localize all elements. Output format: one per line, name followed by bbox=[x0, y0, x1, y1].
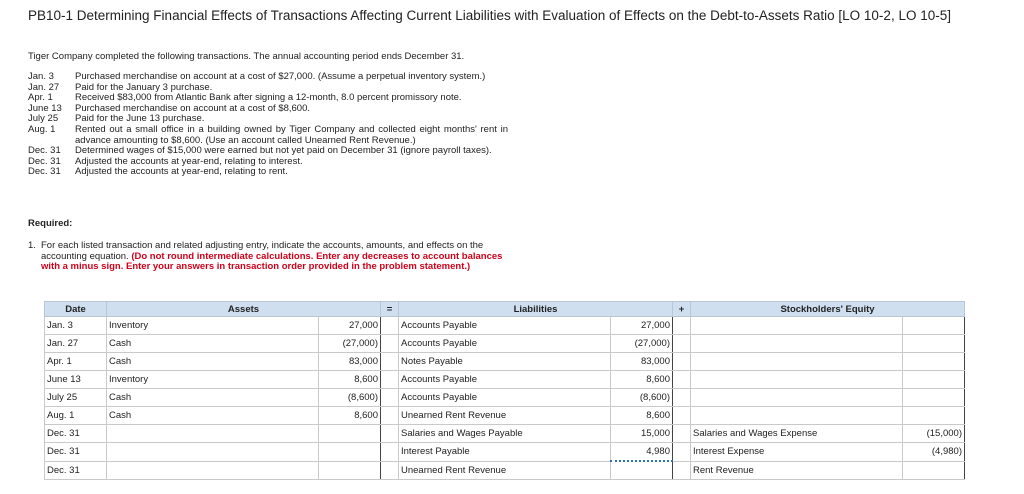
liability-amount-input[interactable]: (27,000) bbox=[611, 335, 673, 353]
txn-date: June 13 bbox=[28, 102, 62, 114]
liability-account-select[interactable]: Notes Payable bbox=[399, 353, 611, 371]
txn-date: Dec. 31 bbox=[28, 155, 61, 167]
liability-amount-input[interactable] bbox=[611, 461, 673, 480]
asset-account-select[interactable]: Cash bbox=[107, 335, 319, 353]
asset-amount-input[interactable] bbox=[319, 443, 381, 462]
row-date: June 13 bbox=[45, 371, 107, 389]
table-header-row bbox=[45, 302, 965, 317]
equity-account-select[interactable] bbox=[691, 371, 903, 389]
liability-account-select[interactable]: Accounts Payable bbox=[399, 389, 611, 407]
asset-account-select[interactable] bbox=[107, 461, 319, 480]
txn-date: Aug. 1 bbox=[28, 123, 56, 135]
asset-account-select[interactable]: Inventory bbox=[107, 317, 319, 335]
equity-amount-input[interactable]: (4,980) bbox=[903, 443, 965, 462]
txn-date: Dec. 31 bbox=[28, 166, 61, 178]
required-heading: Required: bbox=[28, 218, 73, 229]
txn-text: Adjusted the accounts at year-end, relating to interest. bbox=[75, 155, 303, 167]
equity-account-select[interactable] bbox=[691, 389, 903, 407]
header-equity: Stockholders' Equity bbox=[691, 302, 965, 317]
header-liabilities: Liabilities bbox=[399, 302, 673, 317]
txn-date: July 25 bbox=[28, 113, 59, 125]
equity-amount-input[interactable] bbox=[903, 389, 965, 407]
equity-amount-input[interactable] bbox=[903, 461, 965, 480]
list-item bbox=[28, 125, 508, 146]
question bbox=[28, 241, 508, 273]
asset-account-select[interactable]: Cash bbox=[107, 389, 319, 407]
list-item bbox=[28, 72, 508, 83]
txn-text: Received $83,000 from Atlantic Bank after signing a 12-month, 8.0 percent promissory note. bbox=[75, 92, 462, 104]
row-date: Dec. 31 bbox=[45, 461, 107, 480]
liability-account-select[interactable]: Accounts Payable bbox=[399, 335, 611, 353]
table-row bbox=[45, 353, 965, 371]
asset-account-select[interactable]: Cash bbox=[107, 353, 319, 371]
asset-account-select[interactable] bbox=[107, 425, 319, 443]
txn-text: Determined wages of $15,000 were earned but not yet paid on December 31 (ignore payroll taxes). bbox=[75, 145, 492, 157]
txn-text: Paid for the January 3 purchase. bbox=[75, 81, 213, 93]
page-title: PB10-1 Determining Financial Effects of Transactions Affecting Current Liabilities with Evaluation of Effects on the Debt-to-Assets Ratio [LO 10-2, LO 10-5] bbox=[28, 8, 951, 23]
equity-account-select[interactable]: Salaries and Wages Expense bbox=[691, 425, 903, 443]
txn-date: Jan. 27 bbox=[28, 81, 60, 93]
liability-account-select[interactable]: Accounts Payable bbox=[399, 371, 611, 389]
header-assets: Assets bbox=[107, 302, 381, 317]
row-date: Dec. 31 bbox=[45, 443, 107, 462]
asset-account-select[interactable]: Inventory bbox=[107, 371, 319, 389]
asset-amount-input[interactable]: 8,600 bbox=[319, 371, 381, 389]
table-row bbox=[45, 425, 965, 443]
liability-amount-input[interactable]: 83,000 bbox=[611, 353, 673, 371]
equity-amount-input[interactable] bbox=[903, 335, 965, 353]
row-date: Jan. 3 bbox=[45, 317, 107, 335]
asset-amount-input[interactable]: (27,000) bbox=[319, 335, 381, 353]
header-date: Date bbox=[45, 302, 107, 317]
question-text: For each listed transaction and related adjusting entry, indicate the accounts, amounts, and effects on the accounting equation. bbox=[41, 240, 484, 262]
asset-amount-input[interactable] bbox=[319, 425, 381, 443]
equity-amount-input[interactable] bbox=[903, 407, 965, 425]
equity-account-select[interactable] bbox=[691, 335, 903, 353]
liability-amount-input[interactable]: 8,600 bbox=[611, 371, 673, 389]
liability-account-select[interactable]: Unearned Rent Revenue bbox=[399, 407, 611, 425]
equity-amount-input[interactable] bbox=[903, 353, 965, 371]
txn-text: Purchased merchandise on account at a cost of $27,000. (Assume a perpetual inventory system.) bbox=[75, 71, 486, 82]
asset-amount-input[interactable] bbox=[319, 461, 381, 480]
asset-amount-input[interactable]: 83,000 bbox=[319, 353, 381, 371]
accounting-equation-table bbox=[44, 301, 965, 480]
txn-text: Purchased merchandise on account at a cost of $8,600. bbox=[75, 102, 311, 114]
header-equals: = bbox=[381, 302, 399, 317]
transaction-list bbox=[28, 72, 508, 178]
question-instruction: (Do not round intermediate calculations. Enter any decreases to account balances with a minus sign. Enter your answers in transaction order provided in the problem statement.) bbox=[41, 250, 503, 273]
liability-account-select[interactable]: Unearned Rent Revenue bbox=[399, 461, 611, 480]
row-date: Aug. 1 bbox=[45, 407, 107, 425]
row-date: Dec. 31 bbox=[45, 425, 107, 443]
row-date: Jan. 27 bbox=[45, 335, 107, 353]
equity-account-select[interactable]: Rent Revenue bbox=[691, 461, 903, 480]
equity-amount-input[interactable] bbox=[903, 371, 965, 389]
txn-date: Dec. 31 bbox=[28, 145, 61, 157]
question-number: 1. bbox=[28, 240, 36, 251]
txn-text: Adjusted the accounts at year-end, relating to rent. bbox=[75, 166, 288, 178]
liability-amount-input[interactable]: 15,000 bbox=[611, 425, 673, 443]
row-date: Apr. 1 bbox=[45, 353, 107, 371]
asset-amount-input[interactable]: 27,000 bbox=[319, 317, 381, 335]
liability-amount-input[interactable]: 8,600 bbox=[611, 407, 673, 425]
asset-amount-input[interactable]: (8,600) bbox=[319, 389, 381, 407]
problem-intro: Tiger Company completed the following transactions. The annual accounting period ends December 31. bbox=[28, 51, 465, 62]
asset-account-select[interactable]: Cash bbox=[107, 407, 319, 425]
list-item bbox=[28, 167, 508, 178]
table-row bbox=[45, 371, 965, 389]
equity-amount-input[interactable] bbox=[903, 317, 965, 335]
equity-account-select[interactable] bbox=[691, 353, 903, 371]
txn-text: Paid for the June 13 purchase. bbox=[75, 113, 205, 125]
asset-account-select[interactable] bbox=[107, 443, 319, 462]
liability-amount-input[interactable]: (8,600) bbox=[611, 389, 673, 407]
txn-text: Rented out a small office in a building owned by Tiger Company and collected eight months' rent in advance amounting to $8,600. (Use an account called Unearned Rent Revenue.) bbox=[75, 123, 508, 146]
txn-date: Jan. 3 bbox=[28, 71, 54, 82]
liability-account-select[interactable]: Salaries and Wages Payable bbox=[399, 425, 611, 443]
row-date: July 25 bbox=[45, 389, 107, 407]
table-row bbox=[45, 407, 965, 425]
table-row bbox=[45, 389, 965, 407]
asset-amount-input[interactable]: 8,600 bbox=[319, 407, 381, 425]
table-row bbox=[45, 461, 965, 480]
liability-account-select[interactable]: Accounts Payable bbox=[399, 317, 611, 335]
equity-account-select[interactable] bbox=[691, 317, 903, 335]
table-row bbox=[45, 335, 965, 353]
txn-date: Apr. 1 bbox=[28, 92, 53, 104]
equity-amount-input[interactable]: (15,000) bbox=[903, 425, 965, 443]
equity-account-select[interactable]: Interest Expense bbox=[691, 443, 903, 462]
liability-amount-input[interactable]: 27,000 bbox=[611, 317, 673, 335]
liability-account-select[interactable]: Interest Payable bbox=[399, 443, 611, 462]
equity-account-select[interactable] bbox=[691, 407, 903, 425]
table-row bbox=[45, 443, 965, 462]
table-row bbox=[45, 317, 965, 335]
liability-amount-input[interactable]: 4,980 bbox=[611, 443, 673, 462]
header-plus: + bbox=[673, 302, 691, 317]
